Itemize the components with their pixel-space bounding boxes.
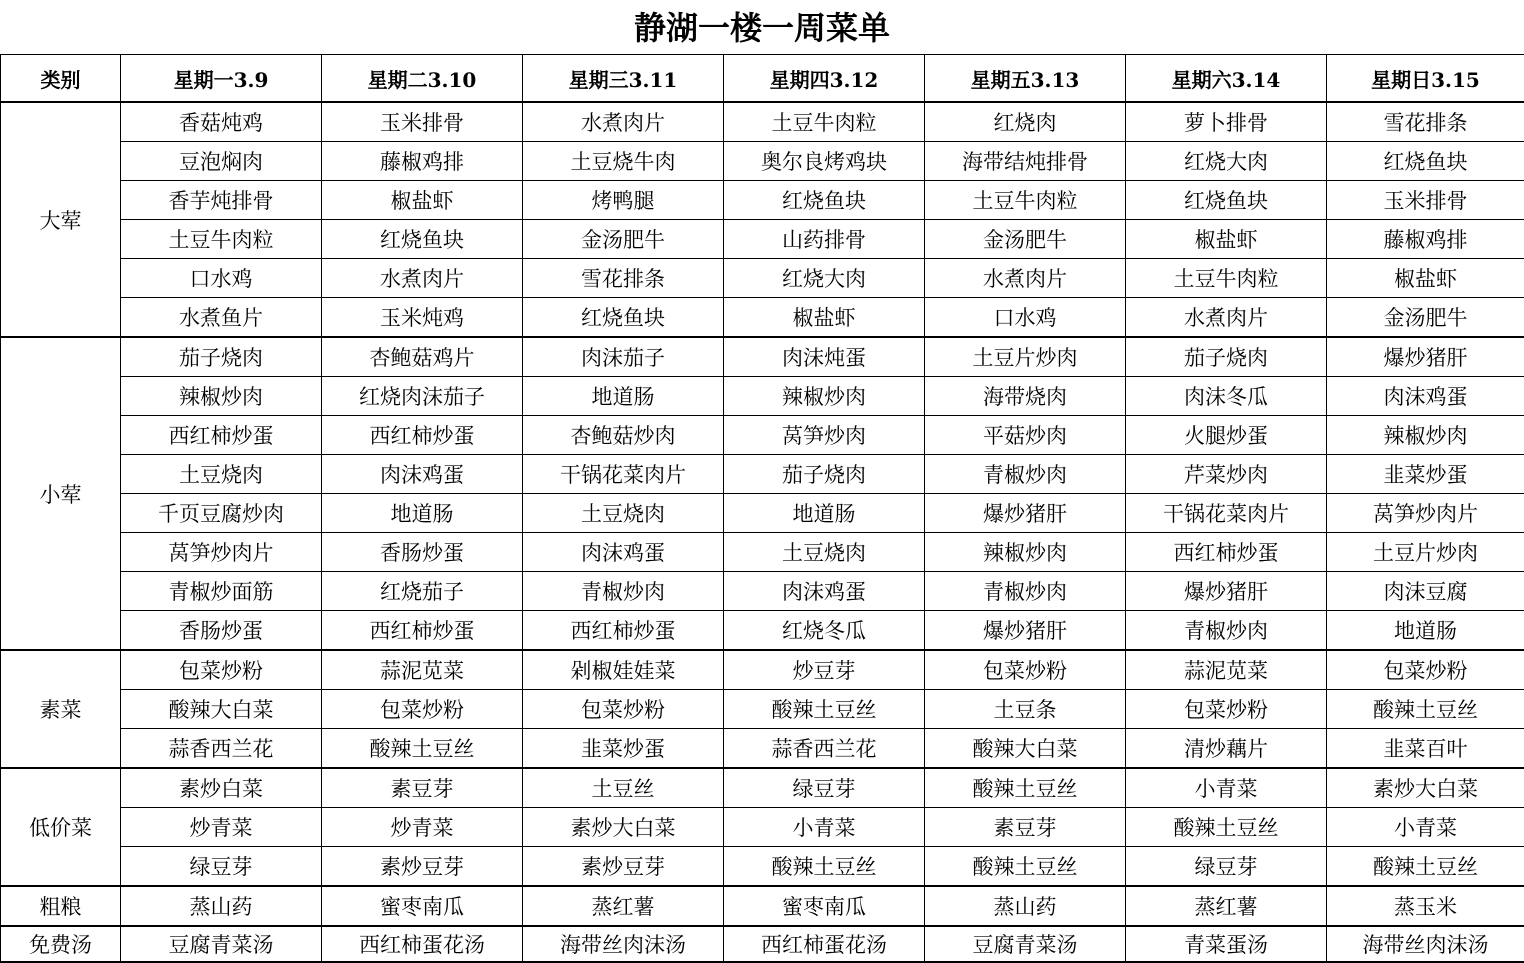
dish-cell: 红烧鱼块: [1126, 181, 1327, 220]
dish-cell: 海带烧肉: [925, 377, 1126, 416]
dish-cell: 辣椒炒肉: [121, 377, 322, 416]
menu-row: [1, 220, 1524, 259]
dish-cell: 红烧茄子: [322, 572, 523, 611]
dish-cell: 西红柿炒蛋: [1126, 533, 1327, 572]
dish-cell: 西红柿炒蛋: [523, 611, 724, 651]
dish-cell: 包菜炒粉: [1327, 650, 1524, 690]
dish-cell: 烤鸭腿: [523, 181, 724, 220]
dish-cell: 玉米排骨: [322, 102, 523, 142]
dish-cell: 剁椒娃娃菜: [523, 650, 724, 690]
menu-title: 静湖一楼一周菜单: [0, 0, 1524, 54]
dish-cell: 西红柿炒蛋: [322, 416, 523, 455]
dish-cell: 清炒藕片: [1126, 729, 1327, 769]
dish-cell: 蒜香西兰花: [724, 729, 925, 769]
dish-cell: 蜜枣南瓜: [724, 886, 925, 926]
dish-cell: 红烧冬瓜: [724, 611, 925, 651]
dish-cell: 辣椒炒肉: [1327, 416, 1524, 455]
dish-cell: 土豆条: [925, 690, 1126, 729]
dish-cell: 酸辣大白菜: [121, 690, 322, 729]
dish-cell: 韭菜炒蛋: [523, 729, 724, 769]
dish-cell: 土豆烧肉: [523, 494, 724, 533]
dish-cell: 肉沫茄子: [523, 337, 724, 377]
dish-cell: 莴笋炒肉片: [121, 533, 322, 572]
menu-row: [1, 768, 1524, 808]
dish-cell: 素炒大白菜: [1327, 768, 1524, 808]
dish-cell: 蒸山药: [121, 886, 322, 926]
dish-cell: 藤椒鸡排: [1327, 220, 1524, 259]
menu-row: [1, 259, 1524, 298]
menu-row: [1, 886, 1524, 926]
dish-cell: 青菜蛋汤: [1126, 926, 1327, 962]
dish-cell: 豆泡焖肉: [121, 142, 322, 181]
dish-cell: 香肠炒蛋: [322, 533, 523, 572]
dish-cell: 韭菜百叶: [1327, 729, 1524, 769]
dish-cell: 土豆牛肉粒: [1126, 259, 1327, 298]
menu-row: [1, 611, 1524, 651]
dish-cell: 水煮肉片: [925, 259, 1126, 298]
dish-cell: 茄子烧肉: [1126, 337, 1327, 377]
dish-cell: 辣椒炒肉: [724, 377, 925, 416]
dish-cell: 酸辣土豆丝: [925, 847, 1126, 887]
dish-cell: 爆炒猪肝: [1126, 572, 1327, 611]
dish-cell: 地道肠: [724, 494, 925, 533]
dish-cell: 藤椒鸡排: [322, 142, 523, 181]
dish-cell: 海带丝肉沫汤: [523, 926, 724, 962]
dish-cell: 酸辣土豆丝: [925, 768, 1126, 808]
dish-cell: 椒盐虾: [1327, 259, 1524, 298]
menu-row: [1, 926, 1524, 962]
dish-cell: 酸辣土豆丝: [724, 690, 925, 729]
dish-cell: 莴笋炒肉片: [1327, 494, 1524, 533]
dish-cell: 红烧肉: [925, 102, 1126, 142]
dish-cell: 蒸山药: [925, 886, 1126, 926]
dish-cell: 炒豆芽: [724, 650, 925, 690]
category-cell: 素菜: [1, 650, 121, 768]
day-header: 星期二3.10: [322, 55, 523, 103]
dish-cell: 芹菜炒肉: [1126, 455, 1327, 494]
dish-cell: 肉沫鸡蛋: [1327, 377, 1524, 416]
dish-cell: 青椒炒肉: [925, 455, 1126, 494]
category-cell: 免费汤: [1, 926, 121, 962]
dish-cell: 雪花排条: [1327, 102, 1524, 142]
dish-cell: 包菜炒粉: [925, 650, 1126, 690]
menu-row: [1, 650, 1524, 690]
dish-cell: 炒青菜: [322, 808, 523, 847]
dish-cell: 绿豆芽: [121, 847, 322, 887]
dish-cell: 素豆芽: [925, 808, 1126, 847]
dish-cell: 口水鸡: [925, 298, 1126, 338]
dish-cell: 干锅花菜肉片: [1126, 494, 1327, 533]
dish-cell: 平菇炒肉: [925, 416, 1126, 455]
category-cell: 低价菜: [1, 768, 121, 886]
dish-cell: 蒜泥苋菜: [322, 650, 523, 690]
dish-cell: 素豆芽: [322, 768, 523, 808]
dish-cell: 肉沫冬瓜: [1126, 377, 1327, 416]
dish-cell: 爆炒猪肝: [925, 611, 1126, 651]
dish-cell: 包菜炒粉: [121, 650, 322, 690]
dish-cell: 土豆丝: [523, 768, 724, 808]
dish-cell: 椒盐虾: [322, 181, 523, 220]
dish-cell: 肉沫炖蛋: [724, 337, 925, 377]
dish-cell: 水煮肉片: [523, 102, 724, 142]
dish-cell: 茄子烧肉: [121, 337, 322, 377]
dish-cell: 西红柿炒蛋: [121, 416, 322, 455]
dish-cell: 红烧鱼块: [724, 181, 925, 220]
dish-cell: 杏鲍菇鸡片: [322, 337, 523, 377]
menu-row: [1, 533, 1524, 572]
dish-cell: 千页豆腐炒肉: [121, 494, 322, 533]
dish-cell: 青椒炒肉: [925, 572, 1126, 611]
dish-cell: 绿豆芽: [1126, 847, 1327, 887]
dish-cell: 素炒大白菜: [523, 808, 724, 847]
dish-cell: 红烧肉沫茄子: [322, 377, 523, 416]
header-row: [1, 55, 1524, 103]
dish-cell: 西红柿蛋花汤: [724, 926, 925, 962]
dish-cell: 包菜炒粉: [1126, 690, 1327, 729]
dish-cell: 红烧大肉: [1126, 142, 1327, 181]
dish-cell: 绿豆芽: [724, 768, 925, 808]
dish-cell: 豆腐青菜汤: [121, 926, 322, 962]
dish-cell: 包菜炒粉: [523, 690, 724, 729]
dish-cell: 素炒豆芽: [322, 847, 523, 887]
dish-cell: 茄子烧肉: [724, 455, 925, 494]
menu-row: [1, 808, 1524, 847]
dish-cell: 小青菜: [1126, 768, 1327, 808]
menu-row: [1, 690, 1524, 729]
weekly-menu-table: [0, 54, 1524, 963]
dish-cell: 素炒豆芽: [523, 847, 724, 887]
dish-cell: 口水鸡: [121, 259, 322, 298]
dish-cell: 蒜香西兰花: [121, 729, 322, 769]
dish-cell: 土豆片炒肉: [1327, 533, 1524, 572]
day-header: 星期三3.11: [523, 55, 724, 103]
dish-cell: 青椒炒面筋: [121, 572, 322, 611]
dish-cell: 西红柿炒蛋: [322, 611, 523, 651]
dish-cell: 火腿炒蛋: [1126, 416, 1327, 455]
dish-cell: 椒盐虾: [1126, 220, 1327, 259]
dish-cell: 金汤肥牛: [1327, 298, 1524, 338]
dish-cell: 红烧鱼块: [322, 220, 523, 259]
day-header: 星期五3.13: [925, 55, 1126, 103]
menu-row: [1, 572, 1524, 611]
dish-cell: 豆腐青菜汤: [925, 926, 1126, 962]
dish-cell: 酸辣土豆丝: [322, 729, 523, 769]
dish-cell: 椒盐虾: [724, 298, 925, 338]
dish-cell: 萝卜排骨: [1126, 102, 1327, 142]
dish-cell: 酸辣大白菜: [925, 729, 1126, 769]
category-cell: 大荤: [1, 102, 121, 337]
day-header: 星期一3.9: [121, 55, 322, 103]
dish-cell: 炒青菜: [121, 808, 322, 847]
dish-cell: 蜜枣南瓜: [322, 886, 523, 926]
dish-cell: 雪花排条: [523, 259, 724, 298]
dish-cell: 蒜泥苋菜: [1126, 650, 1327, 690]
menu-row: [1, 729, 1524, 769]
dish-cell: 地道肠: [1327, 611, 1524, 651]
dish-cell: 土豆烧肉: [121, 455, 322, 494]
day-header: 星期日3.15: [1327, 55, 1524, 103]
dish-cell: 蒸红薯: [523, 886, 724, 926]
dish-cell: 海带丝肉沫汤: [1327, 926, 1524, 962]
dish-cell: 干锅花菜肉片: [523, 455, 724, 494]
category-header: 类别: [1, 55, 121, 103]
menu-row: [1, 337, 1524, 377]
dish-cell: 酸辣土豆丝: [724, 847, 925, 887]
dish-cell: 金汤肥牛: [925, 220, 1126, 259]
dish-cell: 红烧鱼块: [523, 298, 724, 338]
menu-row: [1, 455, 1524, 494]
menu-row: [1, 181, 1524, 220]
menu-row: [1, 142, 1524, 181]
dish-cell: 酸辣土豆丝: [1327, 690, 1524, 729]
dish-cell: 韭菜炒蛋: [1327, 455, 1524, 494]
dish-cell: 土豆牛肉粒: [121, 220, 322, 259]
dish-cell: 西红柿蛋花汤: [322, 926, 523, 962]
menu-row: [1, 102, 1524, 142]
menu-row: [1, 298, 1524, 338]
dish-cell: 玉米排骨: [1327, 181, 1524, 220]
dish-cell: 水煮肉片: [322, 259, 523, 298]
dish-cell: 杏鲍菇炒肉: [523, 416, 724, 455]
dish-cell: 香菇炖鸡: [121, 102, 322, 142]
day-header: 星期四3.12: [724, 55, 925, 103]
menu-row: [1, 494, 1524, 533]
dish-cell: 土豆牛肉粒: [925, 181, 1126, 220]
dish-cell: 辣椒炒肉: [925, 533, 1126, 572]
dish-cell: 玉米炖鸡: [322, 298, 523, 338]
menu-row: [1, 847, 1524, 887]
dish-cell: 蒸玉米: [1327, 886, 1524, 926]
category-cell: 小荤: [1, 337, 121, 650]
category-cell: 粗粮: [1, 886, 121, 926]
dish-cell: 爆炒猪肝: [1327, 337, 1524, 377]
dish-cell: 土豆烧牛肉: [523, 142, 724, 181]
dish-cell: 红烧大肉: [724, 259, 925, 298]
dish-cell: 莴笋炒肉: [724, 416, 925, 455]
dish-cell: 地道肠: [523, 377, 724, 416]
dish-cell: 红烧鱼块: [1327, 142, 1524, 181]
dish-cell: 酸辣土豆丝: [1327, 847, 1524, 887]
dish-cell: 酸辣土豆丝: [1126, 808, 1327, 847]
dish-cell: 蒸红薯: [1126, 886, 1327, 926]
dish-cell: 肉沫豆腐: [1327, 572, 1524, 611]
dish-cell: 香肠炒蛋: [121, 611, 322, 651]
menu-body: [1, 102, 1524, 962]
dish-cell: 青椒炒肉: [523, 572, 724, 611]
dish-cell: 土豆片炒肉: [925, 337, 1126, 377]
dish-cell: 青椒炒肉: [1126, 611, 1327, 651]
dish-cell: 素炒白菜: [121, 768, 322, 808]
dish-cell: 山药排骨: [724, 220, 925, 259]
menu-row: [1, 416, 1524, 455]
dish-cell: 地道肠: [322, 494, 523, 533]
dish-cell: 金汤肥牛: [523, 220, 724, 259]
dish-cell: 水煮鱼片: [121, 298, 322, 338]
dish-cell: 小青菜: [724, 808, 925, 847]
dish-cell: 海带结炖排骨: [925, 142, 1126, 181]
dish-cell: 肉沫鸡蛋: [322, 455, 523, 494]
menu-row: [1, 377, 1524, 416]
dish-cell: 小青菜: [1327, 808, 1524, 847]
dish-cell: 肉沫鸡蛋: [523, 533, 724, 572]
dish-cell: 爆炒猪肝: [925, 494, 1126, 533]
dish-cell: 奥尔良烤鸡块: [724, 142, 925, 181]
dish-cell: 土豆牛肉粒: [724, 102, 925, 142]
dish-cell: 香芋炖排骨: [121, 181, 322, 220]
dish-cell: 水煮肉片: [1126, 298, 1327, 338]
dish-cell: 包菜炒粉: [322, 690, 523, 729]
dish-cell: 土豆烧肉: [724, 533, 925, 572]
dish-cell: 肉沫鸡蛋: [724, 572, 925, 611]
day-header: 星期六3.14: [1126, 55, 1327, 103]
